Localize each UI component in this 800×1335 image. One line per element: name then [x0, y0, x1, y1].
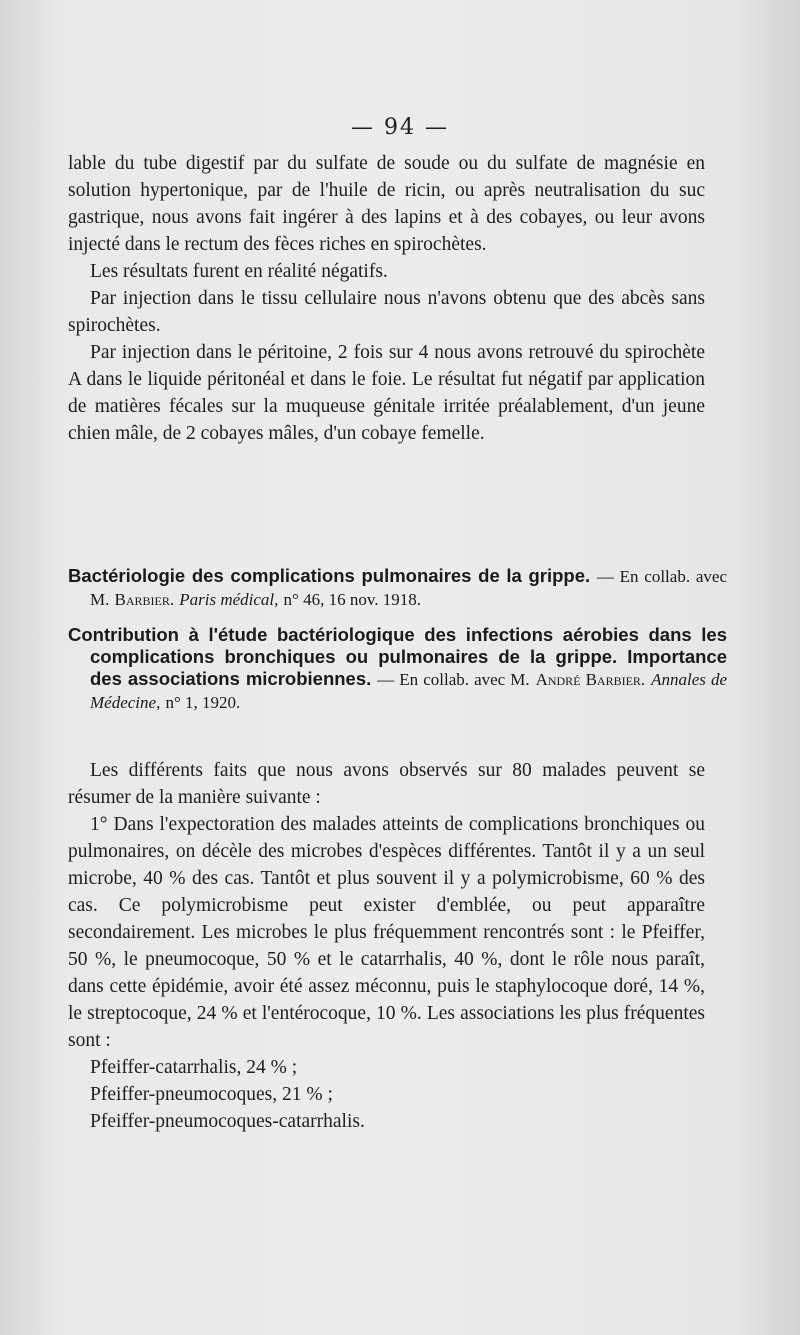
- reference-entry: [68, 565, 727, 611]
- reference-entry: [68, 624, 727, 714]
- paragraph: Les résultats furent en réalité négatifs.: [90, 261, 388, 282]
- paragraph: Les différents faits que nous avons observés sur 80 malades peuvent se résumer de la manière suivante :: [68, 760, 705, 808]
- reference-author: André Barbier.: [535, 670, 646, 689]
- list-item: Pfeiffer-catarrhalis, 24 % ;: [90, 1057, 298, 1078]
- reference-title: Contribution à l'étude bactériologique des infections aérobies dans les complications bronchiques ou pulmonaires de la grippe. Importance des associations microbiennes.: [68, 624, 727, 689]
- collab-prefix: — En collab. avec M.: [377, 670, 530, 689]
- discussion-text: [68, 757, 705, 1135]
- list-item: Pfeiffer-pneumocoques, 21 % ;: [90, 1084, 333, 1105]
- reference-author: Barbier.: [114, 590, 175, 609]
- paragraph: Par injection dans le tissu cellulaire nous n'avons obtenu que des abcès sans spirochètes.: [68, 288, 705, 336]
- reference-journal: Paris médical,: [179, 590, 279, 609]
- reference-title: Bactériologie des complications pulmonaires de la grippe.: [68, 565, 591, 586]
- paragraph: 1° Dans l'expectoration des malades atteints de complications bronchiques ou pulmonaires, on décèle des microbes d'espèces différentes. Tantôt il y a un seul microbe, 40 % des cas. Tantôt et plus souvent il y a polymicrobisme, 60 % des cas. Ce polymicrobisme peut exister d'emblée, ou peut apparaître secondairement. Les microbes le plus fréquemment rencontrés sont : le Pfeiffer, 50 %, le pneumocoque, 50 % et le catarrhalis, 40 %, dont le rôle nous paraît, dans cette épidémie, avoir été assez méconnu, puis le staphylocoque doré, 14 %, le streptocoque, 24 % et l'entérocoque, 10 %. Les associations les plus fréquentes sont :: [68, 814, 705, 1051]
- page-number: — 94 —: [351, 115, 449, 140]
- continuation-text: [68, 150, 705, 447]
- list-item: Pfeiffer-pneumocoques-catarrhalis.: [90, 1111, 365, 1132]
- reference-details: n° 46, 16 nov. 1918.: [283, 590, 421, 609]
- collab-prefix: — En collab. avec M.: [90, 567, 727, 609]
- paragraph: lable du tube digestif par du sulfate de soude ou du sulfate de magnésie en solution hypertonique, par de l'huile de ricin, ou après neutralisation du suc gastrique, nous avons fait ingérer à des lapins et à des cobayes, ou leur avons injecté dans le rectum des fèces riches en spirochètes.: [68, 153, 705, 255]
- reference-journal: Annales de Médecine,: [90, 670, 727, 712]
- reference-details: n° 1, 1920.: [165, 693, 241, 712]
- paragraph: Par injection dans le péritoine, 2 fois sur 4 nous avons retrouvé du spirochète A dans le liquide péritonéal et dans le foie. Le résultat fut négatif par application de matières fécales sur la muqueuse génitale irritée préalablement, d'un jeune chien mâle, de 2 cobayes mâles, d'un cobaye femelle.: [68, 342, 705, 444]
